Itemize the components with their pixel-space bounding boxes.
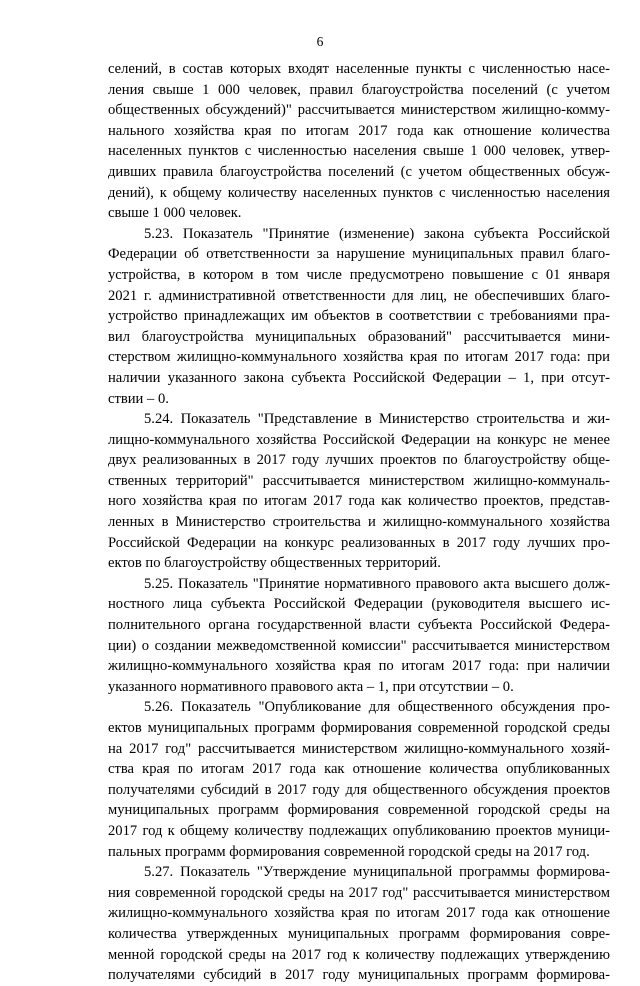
text-line: 5.23. Показатель "Принятие (изменение) закона субъекта Российской: [144, 225, 610, 242]
text-line: муниципальных программ формирования современной городской среды на: [108, 802, 610, 819]
text-line: менной городской среды на 2017 год к количеству подлежащих утверждению: [108, 946, 610, 963]
text-line: ственных территорий" рассчитывается министерством жилищно-коммуналь-: [108, 472, 610, 489]
text-line: вил благоустройства муниципальных образований" рассчитывается мини-: [108, 328, 610, 345]
text-line: дивших правила благоустройства поселений (с учетом общественных обсуж-: [108, 163, 610, 180]
text-line: свыше 1 000 человек.: [108, 205, 242, 222]
text-line: устройство принадлежащих им объектов в соответствии с требованиями пра-: [108, 308, 610, 325]
text-line: двух реализованных в 2017 году лучших проектов по благоустройству обще-: [108, 452, 610, 469]
text-line: общественных обсуждений)" рассчитывается министерством жилищно-комму-: [108, 102, 610, 119]
document-body: [108, 59, 610, 986]
text-line: дений), к общему количеству населенных пунктов с численностью населения: [108, 184, 610, 201]
text-line: ленных в Министерство строительства и жилищно-коммунального хозяйства: [108, 514, 610, 531]
text-line: лищно-коммунального хозяйства Российской Федерации на конкурс не менее: [108, 431, 610, 448]
text-line: 5.25. Показатель "Принятие нормативного правового акта высшего долж-: [144, 575, 610, 592]
text-line: полнительного органа государственной власти субъекта Российской Федера-: [108, 617, 610, 634]
text-line: ствии – 0.: [108, 390, 169, 407]
text-line: получателями субсидий в 2017 году муниципальных программ формирова-: [108, 967, 610, 984]
text-line: Федерации об ответственности за нарушение муниципальных правил благо-: [108, 246, 610, 263]
text-line: ния современной городской среды на 2017 год" рассчитывается министерством: [108, 884, 610, 901]
text-line: количества утвержденных муниципальных программ формирования совре-: [108, 925, 610, 942]
text-line: 5.27. Показатель "Утверждение муниципальной программы формирова-: [144, 864, 610, 881]
text-line: пальных программ формирования современной городской среды на 2017 год.: [108, 843, 590, 860]
text-line: ектов по благоустройству общественных территорий.: [108, 555, 441, 572]
text-line: 5.24. Показатель "Представление в Министерство строительства и жи-: [144, 411, 610, 428]
text-line: 2021 г. административной ответственности для лиц, не обеспечивших благо-: [108, 287, 610, 304]
text-line: ектов муниципальных программ формирования современной городской среды: [108, 720, 610, 736]
text-line: стерством жилищно-коммунального хозяйства края по итогам 2017 года: при: [108, 349, 610, 366]
text-line: Российской Федерации на конкурс реализованных в 2017 году лучших про-: [108, 534, 610, 551]
text-line: 5.26. Показатель "Опубликование для общественного обсуждения про-: [144, 699, 610, 716]
text-line: ностного лица субъекта Российской Федерации (руководителя высшего ис-: [108, 596, 610, 613]
text-line: ного хозяйства края по итогам 2017 года как количество проектов, представ-: [108, 493, 610, 510]
text-line: на 2017 год" рассчитывается министерством жилищно-коммунального хозяй-: [108, 740, 610, 757]
text-line: нального хозяйства края по итогам 2017 года как отношение количества: [108, 122, 610, 139]
text-line: наличии указанного закона субъекта Российской Федерации – 1, при отсут-: [108, 369, 610, 386]
text-line: ции) о создании межведомственной комиссии" рассчитывается министерством: [108, 637, 610, 654]
text-line: устройства, в котором в том числе предусмотрено повышение с 01 января: [108, 266, 610, 283]
text-line: ства края по итогам 2017 года как отношение количества опубликованных: [108, 761, 610, 778]
page-number: 6: [316, 34, 324, 49]
text-line: жилищно-коммунального хозяйства края по итогам 2017 года: при наличии: [108, 658, 610, 675]
text-line: ления свыше 1 000 человек, правил благоустройства поселений (с учетом: [108, 81, 610, 98]
text-line: населенных пунктов с численностью населения свыше 1 000 человек, утвер-: [108, 143, 610, 160]
text-line: селений, в состав которых входят населенные пункты с численностью насе-: [108, 61, 610, 77]
text-line: получателями субсидий в 2017 году для общественного обсуждения проектов: [108, 781, 610, 798]
text-line: жилищно-коммунального хозяйства края по итогам 2017 года как отношение: [108, 905, 610, 922]
text-line: указанного нормативного правового акта – 1, при отсутствии – 0.: [108, 678, 514, 695]
text-line: 2017 год к общему количеству подлежащих опубликованию проектов муници-: [108, 822, 610, 839]
